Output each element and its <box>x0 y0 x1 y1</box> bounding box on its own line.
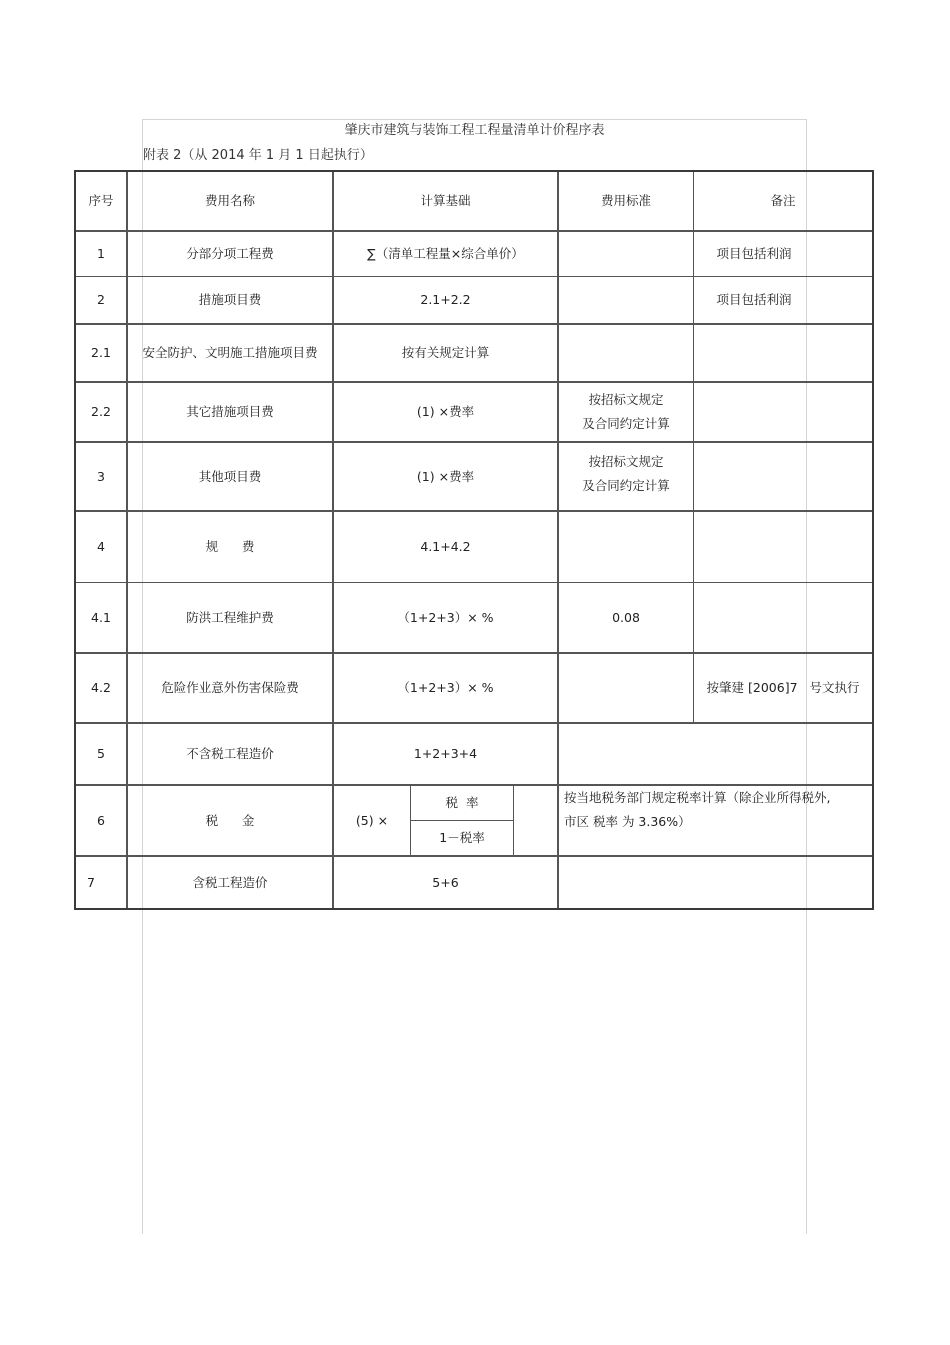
header-seq: 序号 <box>88 193 114 208</box>
row4-standard <box>559 512 693 582</box>
row1-remark: 项目包括利润 <box>716 246 792 261</box>
row5-basis: 1+2+3+4 <box>413 746 478 761</box>
row2-remark: 项目包括利润 <box>716 292 792 307</box>
row1-seq: 1 <box>97 246 105 261</box>
row3-standard-line2: 及合同约定计算 <box>582 478 670 493</box>
row4-1-remark <box>694 583 872 652</box>
header-name: 费用名称 <box>204 193 255 208</box>
row2-name: 措施项目费 <box>198 292 262 307</box>
row5-seq: 5 <box>97 746 105 761</box>
document-subtitle: 附表 2（从 2014 年 1 月 1 日起执行） <box>143 148 373 163</box>
row6-merged-line2: 市区 税率 为 3.36%） <box>564 814 691 829</box>
row4-1-seq: 4.1 <box>91 609 111 625</box>
row6-merged-line1: 按当地税务部门规定税率计算（除企业所得税外, <box>564 790 831 805</box>
row4-2-name: 危险作业意外伤害保险费 <box>161 680 299 695</box>
row2-1-basis: 按有关规定计算 <box>401 345 490 360</box>
row7-seq: 7 <box>87 874 95 890</box>
row2-1-remark <box>694 325 872 381</box>
row3-standard-line1: 按招标文规定 <box>588 454 664 469</box>
row2-seq: 2 <box>97 292 105 307</box>
row6-name: 税 金 <box>205 812 255 828</box>
row4-1-standard: 0.08 <box>612 609 640 625</box>
row2-standard <box>559 277 693 323</box>
row6-denominator: 1－税率 <box>439 830 485 845</box>
row2-2-name: 其它措施项目费 <box>186 404 274 419</box>
row4-2-seq: 4.2 <box>91 680 111 695</box>
row2-2-basis: (1) ×费率 <box>416 404 475 419</box>
header-basis: 计算基础 <box>420 193 471 208</box>
row3-seq: 3 <box>97 468 105 484</box>
row6-merged <box>564 786 870 855</box>
row3-basis: (1) ×费率 <box>416 468 475 484</box>
row4-2-basis: （1+2+3）× % <box>397 680 494 695</box>
row4-basis: 4.1+4.2 <box>420 539 471 554</box>
row2-basis: 2.1+2.2 <box>420 292 471 307</box>
row2-1-standard <box>559 325 693 381</box>
row4-2-standard <box>559 654 693 722</box>
row2-1-seq: 2.1 <box>91 345 111 360</box>
row4-1-basis: （1+2+3）× % <box>397 609 494 625</box>
pricing-procedure-table <box>74 170 874 910</box>
row6-basis-prefix: (5) × <box>355 812 389 828</box>
row7-name: 含税工程造价 <box>192 874 268 890</box>
row5-name: 不含税工程造价 <box>186 746 274 761</box>
row2-2-standard-line1: 按招标文规定 <box>588 392 664 407</box>
row3-remark <box>694 443 872 510</box>
row3-standard <box>559 443 693 505</box>
row2-2-remark <box>694 383 872 441</box>
row7-merged <box>559 857 872 908</box>
header-standard: 费用标准 <box>600 193 651 208</box>
row1-basis: ∑（清单工程量×综合单价） <box>367 246 524 261</box>
row4-2-remark: 按肇建 [2006]7 号文执行 <box>706 680 860 695</box>
row2-2-standard <box>559 383 693 441</box>
row2-2-seq: 2.2 <box>91 404 111 419</box>
document-title: 肇庆市建筑与装饰工程工程量清单计价程序表 <box>344 123 605 138</box>
row7-basis: 5+6 <box>432 874 459 890</box>
row2-1-name: 安全防护、文明施工措施项目费 <box>142 345 318 360</box>
row3-name: 其他项目费 <box>198 468 262 484</box>
row6-seq: 6 <box>97 812 105 828</box>
row4-seq: 4 <box>97 539 105 554</box>
row2-2-standard-line2: 及合同约定计算 <box>582 416 670 431</box>
row1-standard <box>559 232 693 276</box>
row5-merged <box>559 724 872 784</box>
row4-name: 规 费 <box>205 539 255 554</box>
row1-name: 分部分项工程费 <box>186 246 274 261</box>
row4-1-name: 防洪工程维护费 <box>186 609 274 625</box>
row4-remark <box>694 512 872 582</box>
header-remark: 备注 <box>770 193 796 208</box>
row6-numerator: 税 率 <box>445 795 479 810</box>
